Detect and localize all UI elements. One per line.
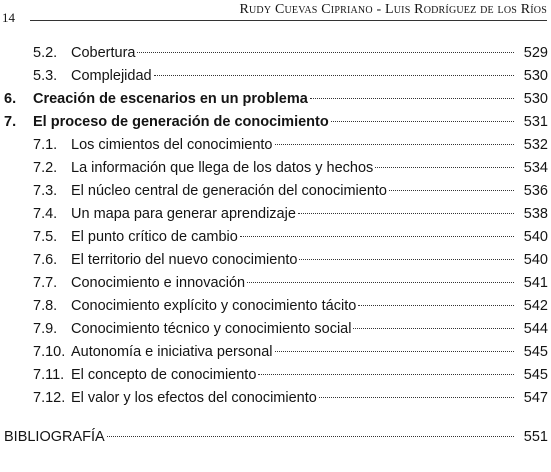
toc-entry (0, 111, 548, 133)
toc-entry-page: 534 (523, 160, 548, 176)
toc-entry-title: Los cimientos del conocimiento (71, 137, 273, 153)
toc-entry (0, 157, 548, 179)
dot-leader (258, 374, 514, 375)
dot-leader (240, 236, 514, 237)
toc-entry-page: 544 (523, 321, 548, 337)
toc-entry-title: Cobertura (71, 45, 136, 61)
toc-entry-number: 7.7. (33, 275, 58, 291)
toc-entry (0, 134, 548, 156)
toc-entry-page: 536 (523, 183, 548, 199)
toc-entry-title: El punto crítico de cambio (71, 229, 238, 245)
toc-entry (0, 272, 548, 294)
toc-entry-number: 7. (4, 114, 17, 130)
toc-entry-title: Un mapa para generar aprendizaje (71, 206, 296, 222)
toc-entry-number: 7.12. (33, 390, 66, 406)
toc-entry-number: 7.1. (33, 137, 58, 153)
dot-leader (319, 397, 514, 398)
toc-entry-number: 7.10. (33, 344, 66, 360)
dot-leader (275, 351, 514, 352)
toc-entry-number: 7.6. (33, 252, 58, 268)
toc-entry (0, 180, 548, 202)
toc-entry-page: 540 (523, 229, 548, 245)
toc-entry-number: 7.9. (33, 321, 58, 337)
toc-entry-title: Conocimiento e innovación (71, 275, 246, 291)
toc-entry (0, 249, 548, 271)
toc-entry-page: 545 (523, 344, 548, 360)
toc-entry (0, 295, 548, 317)
toc-entry-title: El proceso de generación de conocimiento (33, 114, 329, 130)
toc-entry-page: 542 (523, 298, 548, 314)
toc-entry (0, 65, 548, 87)
toc-entry-title: El núcleo central de generación del conocimiento (71, 183, 387, 199)
toc-entry-number: 5.3. (33, 68, 58, 84)
toc-entry-page: 530 (523, 68, 548, 84)
toc-entry-title: Conocimiento técnico y conocimiento social (71, 321, 352, 337)
toc-entry-page: 538 (523, 206, 548, 222)
toc-entry (0, 426, 548, 448)
toc-entry (0, 88, 548, 110)
dot-leader (137, 52, 514, 53)
toc-entry-number: 7.11. (33, 367, 65, 383)
toc-entry-title: El concepto de conocimiento (71, 367, 257, 383)
toc-entry-title: El valor y los efectos del conocimiento (71, 390, 317, 406)
toc-entry (0, 341, 548, 363)
toc-entry (0, 226, 548, 248)
dot-leader (298, 213, 514, 214)
toc-entry-number: 5.2. (33, 45, 58, 61)
dot-leader (107, 436, 514, 437)
toc-entry (0, 387, 548, 409)
dot-leader (247, 282, 514, 283)
toc-entry-number: 6. (4, 91, 17, 107)
dot-leader (358, 305, 514, 306)
toc-entry-title: El territorio del nuevo conocimiento (71, 252, 298, 268)
toc-entry-number: 7.3. (33, 183, 58, 199)
page-number: 14 (2, 10, 15, 25)
toc-entry (0, 203, 548, 225)
toc-entry-page: 541 (523, 275, 548, 291)
toc-entry-title: BIBLIOGRAFÍA (4, 429, 105, 445)
toc-entry-title: Complejidad (71, 68, 152, 84)
toc-entry-page: 532 (523, 137, 548, 153)
dot-leader (375, 167, 514, 168)
toc-entry-title: La información que llega de los datos y hechos (71, 160, 374, 176)
toc-entry (0, 318, 548, 340)
toc-entry (0, 42, 548, 64)
toc-entry-title: Creación de escenarios en un problema (33, 91, 308, 107)
toc-entry-number: 7.2. (33, 160, 58, 176)
dot-leader (275, 144, 515, 145)
toc-entry-page: 540 (523, 252, 548, 268)
toc-entry-number: 7.4. (33, 206, 58, 222)
toc-entry-page: 551 (523, 429, 548, 445)
dot-leader (310, 98, 514, 99)
toc-entry-page: 529 (523, 45, 548, 61)
header-rule (30, 20, 547, 21)
running-header: Rudy Cuevas Cipriano - Luis Rodríguez de los Ríos (239, 2, 547, 17)
dot-leader (353, 328, 514, 329)
toc-entry-title: Conocimiento explícito y conocimiento tácito (71, 298, 357, 314)
dot-leader (389, 190, 514, 191)
toc-entry-number: 7.5. (33, 229, 58, 245)
dot-leader (331, 121, 514, 122)
toc-entry-page: 547 (523, 390, 548, 406)
toc-entry-number: 7.8. (33, 298, 58, 314)
dot-leader (299, 259, 514, 260)
toc-entry (0, 364, 548, 386)
toc-entry-title: Autonomía e iniciativa personal (71, 344, 273, 360)
toc-entry-page: 545 (523, 367, 548, 383)
dot-leader (154, 75, 514, 76)
toc-entry-page: 530 (523, 91, 548, 107)
toc-entry-page: 531 (523, 114, 548, 130)
